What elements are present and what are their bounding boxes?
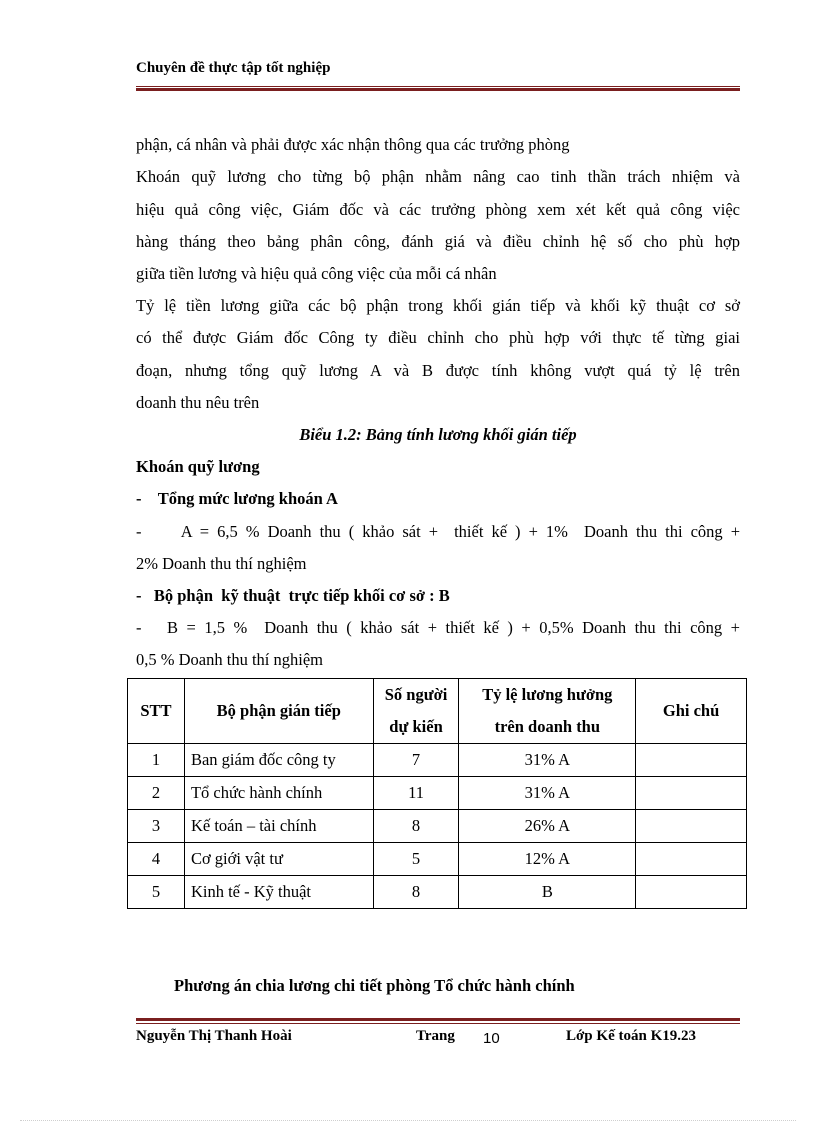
table-row xyxy=(128,876,747,909)
cell-stt: 5 xyxy=(128,876,185,909)
cell-note xyxy=(636,777,747,810)
paragraph-line: có thể được Giám đốc Công ty điều chỉnh cho phù hợp với thực tế từng giai xyxy=(136,328,740,347)
header-stt: STT xyxy=(128,679,185,744)
cell-stt: 3 xyxy=(128,810,185,843)
section-heading: Khoán quỹ lương xyxy=(136,457,260,476)
header-rule-thick xyxy=(136,88,740,91)
paragraph-line: Khoán quỹ lương cho từng bộ phận nhằm nâng cao tinh thần trách nhiệm và xyxy=(136,167,740,186)
salary-ratio-table xyxy=(127,678,747,909)
header-people xyxy=(373,679,459,744)
paragraph-line: doanh thu nêu trên xyxy=(136,393,260,412)
item-a-formula: - A = 6,5 % Doanh thu ( khảo sát + thiết kế ) + 1% Doanh thu thi công + xyxy=(136,522,740,541)
cell-note xyxy=(636,744,747,777)
cell-ratio: B xyxy=(459,876,636,909)
header-department: Bộ phận gián tiếp xyxy=(184,679,373,744)
cell-department: Kinh tế - Kỹ thuật xyxy=(184,876,373,909)
cell-stt: 2 xyxy=(128,777,185,810)
paragraph-line: Tỷ lệ tiền lương giữa các bộ phận trong khối gián tiếp và khối kỹ thuật cơ sở xyxy=(136,296,740,315)
paragraph-line: hàng tháng theo bảng phân công, đánh giá và điều chỉnh hệ số cho phù hợp xyxy=(136,232,740,251)
running-header-title: Chuyên đề thực tập tốt nghiệp xyxy=(136,60,331,76)
cell-people: 8 xyxy=(373,876,459,909)
header-ratio-line1: Tỷ lệ lương hưởng xyxy=(482,685,613,704)
cell-department: Kế toán – tài chính xyxy=(184,810,373,843)
header-people-line1: Số người xyxy=(384,685,448,704)
cell-ratio: 31% A xyxy=(459,777,636,810)
cell-stt: 4 xyxy=(128,843,185,876)
item-b-title: - Bộ phận kỹ thuật trực tiếp khối cơ sở : B xyxy=(136,586,450,605)
footer-rule-thin xyxy=(136,1023,740,1024)
item-b-formula-cont: 0,5 % Doanh thu thí nghiệm xyxy=(136,650,323,669)
cell-note xyxy=(636,810,747,843)
table-row xyxy=(128,777,747,810)
cell-ratio: 12% A xyxy=(459,843,636,876)
page-bottom-divider xyxy=(20,1120,796,1121)
cell-people: 8 xyxy=(373,810,459,843)
cell-ratio: 26% A xyxy=(459,810,636,843)
table-row xyxy=(128,843,747,876)
cell-people: 5 xyxy=(373,843,459,876)
cell-stt: 1 xyxy=(128,744,185,777)
footer-page-number: 10 xyxy=(483,1030,500,1047)
footer-class: Lớp Kế toán K19.23 xyxy=(566,1028,696,1044)
table-header-row xyxy=(128,679,747,744)
paragraph-line: đoạn, nhưng tổng quỹ lương A và B được tính không vượt quá tỷ lệ trên xyxy=(136,361,740,380)
header-people-line2: dự kiến xyxy=(389,717,443,736)
header-note: Ghi chú xyxy=(636,679,747,744)
table-caption: Biểu 1.2: Bảng tính lương khối gián tiếp xyxy=(299,425,577,444)
item-a-formula-cont: 2% Doanh thu thí nghiệm xyxy=(136,554,307,573)
cell-people: 11 xyxy=(373,777,459,810)
header-ratio xyxy=(459,679,636,744)
paragraph-line: phận, cá nhân và phải được xác nhận thông qua các trưởng phòng xyxy=(136,135,570,154)
cell-ratio: 31% A xyxy=(459,744,636,777)
paragraph-line: giữa tiền lương và hiệu quả công việc của mỗi cá nhân xyxy=(136,264,497,283)
footer-rule-thick xyxy=(136,1018,740,1021)
footer-page-label: Trang xyxy=(416,1028,455,1044)
paragraph-line: hiệu quả công việc, Giám đốc và các trưởng phòng xem xét kết quả công việc xyxy=(136,200,740,219)
cell-department: Ban giám đốc công ty xyxy=(184,744,373,777)
item-a-title: - Tổng mức lương khoán A xyxy=(136,489,338,508)
cell-department: Tổ chức hành chính xyxy=(184,777,373,810)
subheading: Phương án chia lương chi tiết phòng Tổ chức hành chính xyxy=(174,976,575,995)
item-b-formula: - B = 1,5 % Doanh thu ( khảo sát + thiết kế ) + 0,5% Doanh thu thi công + xyxy=(136,618,740,637)
cell-department: Cơ giới vật tư xyxy=(184,843,373,876)
table-row xyxy=(128,810,747,843)
cell-note xyxy=(636,843,747,876)
cell-note xyxy=(636,876,747,909)
header-rule-thin xyxy=(136,86,740,87)
footer-author: Nguyễn Thị Thanh Hoài xyxy=(136,1028,292,1044)
header-ratio-line2: trên doanh thu xyxy=(494,717,601,736)
cell-people: 7 xyxy=(373,744,459,777)
table-row xyxy=(128,744,747,777)
